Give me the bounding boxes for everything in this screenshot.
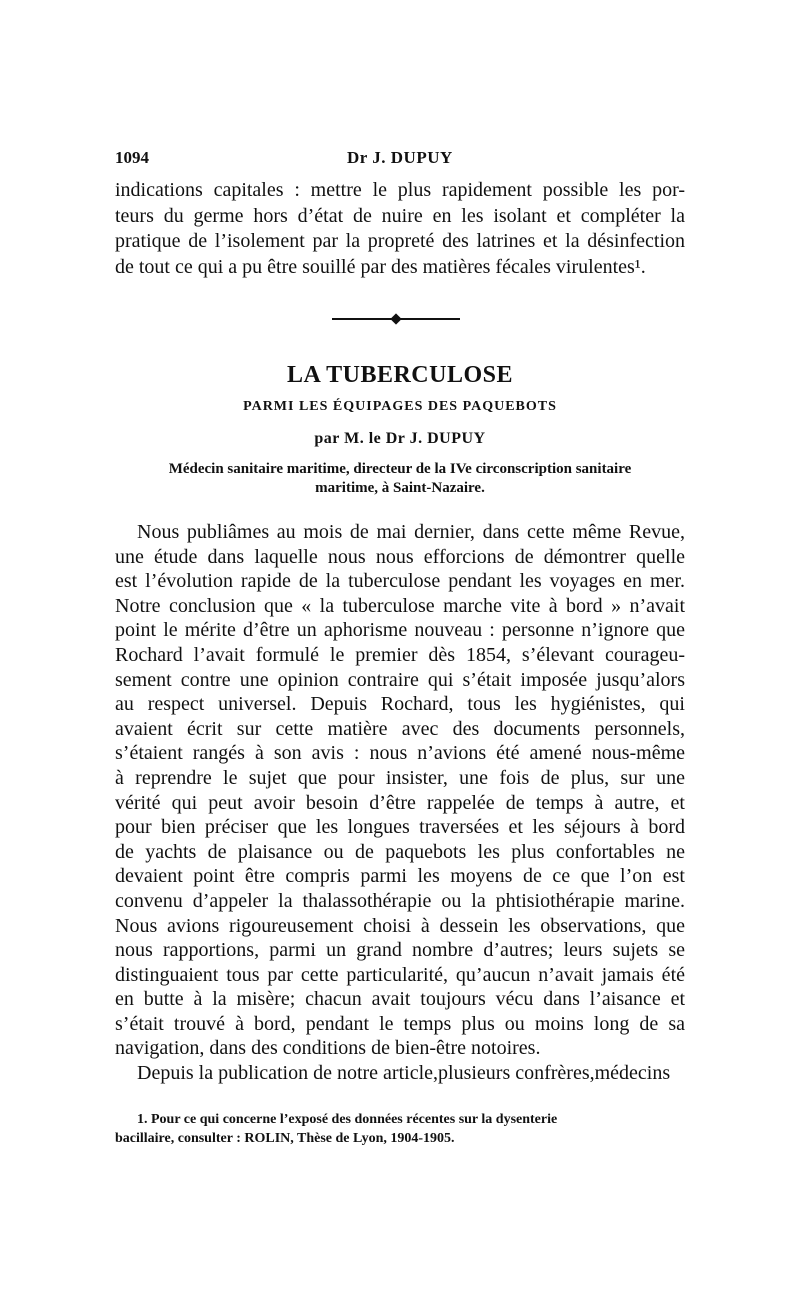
text-line: navigation, dans des conditions de bien-être notoires. bbox=[115, 1037, 541, 1060]
text-line: indications capitales : mettre le plus rapidement possible les por- bbox=[115, 179, 685, 201]
text-line: nous rapportions, parmi un grand nombre d’autres; leurs sujets se bbox=[115, 939, 685, 962]
footnote bbox=[115, 1110, 685, 1148]
text-line: avaient écrit sur cette matière avec des documents personnels, bbox=[115, 717, 685, 740]
divider-ornament-icon bbox=[390, 313, 401, 324]
footnote-line: 1. Pour ce qui concerne l’exposé des données récentes sur la dysenterie bbox=[137, 1112, 558, 1127]
text-line: convenu d’appeler la thalassothérapie ou la phtisiothérapie marine. bbox=[115, 889, 685, 912]
running-title: Dr J. DUPUY bbox=[347, 148, 453, 167]
text-line: devaient point être compris parmi les moyens de ce que l’on est bbox=[115, 865, 685, 888]
text-line: Depuis la publication de notre article,plusieurs confrères,médecins bbox=[137, 1062, 671, 1085]
text-line: s’étaient rangés à son avis : nous n’avions été amené nous-même bbox=[115, 742, 685, 765]
text-line: distinguaient tous par cette particularité, qu’aucun n’avait jamais été bbox=[115, 963, 685, 986]
text-line: sement contre une opinion contraire qui s’était imposée jusqu’alors bbox=[115, 668, 685, 691]
text-line: pour bien préciser que les longues traversées et les séjours à bord bbox=[115, 816, 685, 839]
body-paragraph bbox=[115, 520, 685, 1086]
page-header bbox=[115, 148, 685, 172]
text-line: de yachts de plaisance ou de paquebots les plus confortables ne bbox=[115, 840, 685, 863]
continuation-paragraph bbox=[115, 178, 685, 280]
affiliation-line: Médecin sanitaire maritime, directeur de la IVe circonscription sanitaire bbox=[168, 461, 632, 477]
author-affiliation bbox=[115, 460, 685, 498]
text-line: Rochard l’avait formulé le premier dès 1854, s’élevant courageu- bbox=[115, 643, 685, 666]
text-line: Notre conclusion que « la tuberculose marche vite à bord » n’avait bbox=[115, 594, 685, 617]
footnote-line: bacillaire, consulter : ROLIN, Thèse de Lyon, 1904-1905. bbox=[115, 1131, 455, 1146]
text-line: Nous avions rigoureusement choisi à dessein les observations, que bbox=[115, 914, 685, 937]
article-title: LA TUBERCULOSE bbox=[287, 362, 513, 388]
text-line: vérité qui peut avoir besoin d’être rappelée de temps à autre, et bbox=[115, 791, 685, 814]
text-line: de tout ce qui a pu être souillé par des matières fécales virulentes¹. bbox=[115, 255, 646, 278]
article-subtitle: PARMI LES ÉQUIPAGES DES PAQUEBOTS bbox=[243, 399, 557, 414]
text-line: point le mérite d’être un aphorisme nouveau : personne n’ignore que bbox=[115, 619, 685, 642]
text-line: teurs du germe hors d’état de nuire en les isolant et compléter la bbox=[115, 204, 685, 227]
text-line: s’était trouvé à bord, pendant le temps plus ou moins long de sa bbox=[115, 1012, 685, 1035]
page-number: 1094 bbox=[115, 148, 149, 167]
text-line: une étude dans laquelle nous nous efforcions de démontrer quelle bbox=[115, 545, 685, 568]
text-line: Nous publiâmes au mois de mai dernier, dans cette même Revue, bbox=[137, 521, 685, 543]
text-line: pratique de l’isolement par la propreté des latrines et la désinfection bbox=[115, 230, 685, 252]
text-line: en butte à la misère; chacun avait toujours vécu dans l’aisance et bbox=[115, 988, 685, 1011]
text-line: est l’évolution rapide de la tuberculose pendant les voyages en mer. bbox=[115, 570, 685, 593]
affiliation-line: maritime, à Saint-Nazaire. bbox=[315, 480, 485, 496]
text-line: à reprendre le sujet que pour insister, une fois de plus, sur une bbox=[115, 766, 685, 789]
article-byline: par M. le Dr J. DUPUY bbox=[314, 430, 486, 447]
text-line: au respect universel. Depuis Rochard, tous les hygiénistes, qui bbox=[115, 693, 685, 716]
